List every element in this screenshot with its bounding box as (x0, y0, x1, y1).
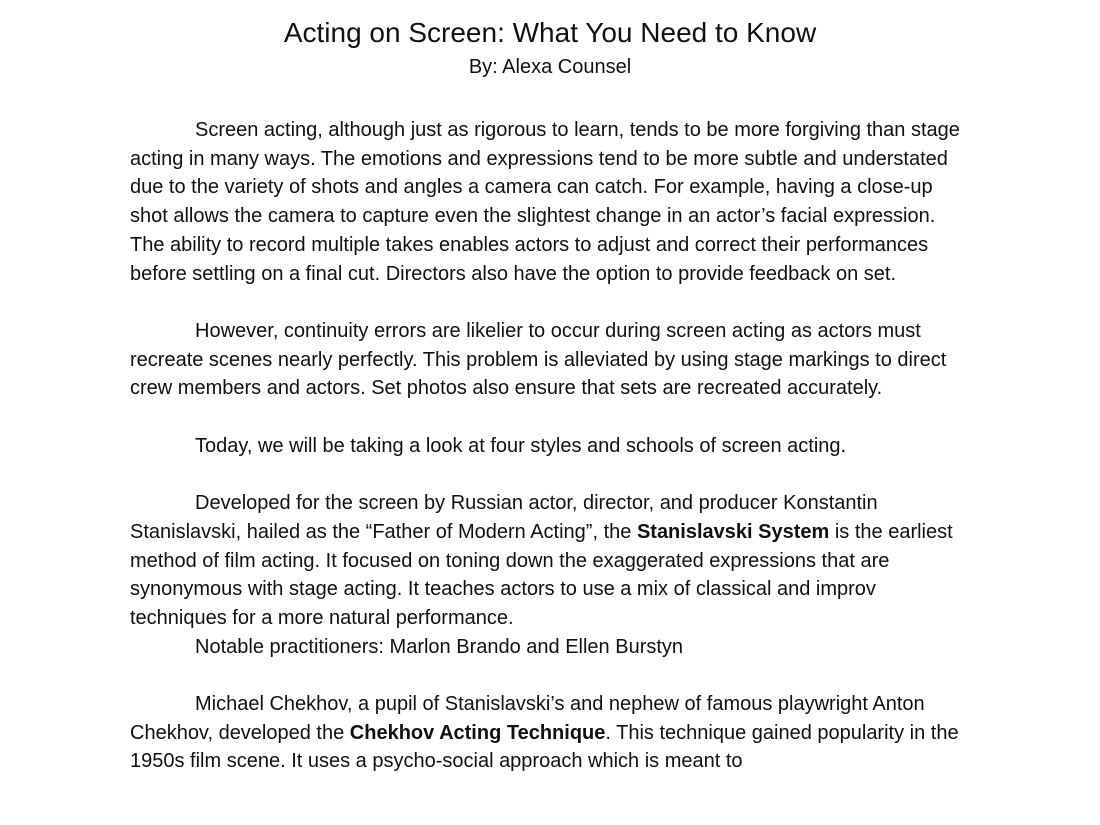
paragraph-four-styles: Today, we will be taking a look at four styles and schools of screen acting. (195, 434, 847, 457)
document-title: Acting on Screen: What You Need to Know (283, 17, 817, 48)
term-stanislavski-system: Stanislavski System (636, 520, 830, 543)
term-chekhov-acting-technique: Chekhov Acting Technique (349, 721, 606, 744)
paragraph-screen-acting-intro: Screen acting, although just as rigorous to learn, tends to be more forgiving than stage acting in many ways. The emotions and expressions tend to be more subtle and understated due to the variety of shots and angles a camera can catch. For example, having a close-up shot allows the camera to capture even the slightest change in an actor’s facial expression. The ability to record multiple takes enables actors to adjust and correct their performances before settling on a final cut. Directors also have the option to provide feedback on set. (130, 119, 960, 285)
document-body (130, 116, 970, 805)
paragraph-text: Michael Chekhov, a pupil of Stanislavski’s and nephew of famous playwright Anton Chekhov, developed the (130, 693, 925, 744)
paragraph-text: . This technique gained popularity in the 1950s film scene. It uses a psycho-social approach which is meant to (130, 721, 959, 773)
paragraph-text: Developed for the screen by Russian actor, director, and producer Konstantin Stanislavski, hailed as the “Father of Modern Acting”, the (130, 492, 878, 543)
paragraph-continuity-errors: However, continuity errors are likelier to occur during screen acting as actors must recreate scenes nearly perfectly. This problem is alleviated by using stage markings to direct crew members and actors. Set photos also ensure that sets are recreated accurately. (130, 319, 947, 400)
document-byline: By: Alexa Counsel (468, 56, 632, 78)
paragraph-stanislavski-system (130, 489, 970, 633)
paragraph-chekhov-technique (130, 690, 970, 776)
paragraph-text: is the earliest method of film acting. It focused on toning down the exaggerated expressions that are synonymous with stage acting. It teaches actors to use a mix of classical and improv techniques for a more natural performance. (130, 520, 953, 629)
notable-practitioners: Notable practitioners: Marlon Brando and Ellen Burstyn (195, 635, 684, 658)
